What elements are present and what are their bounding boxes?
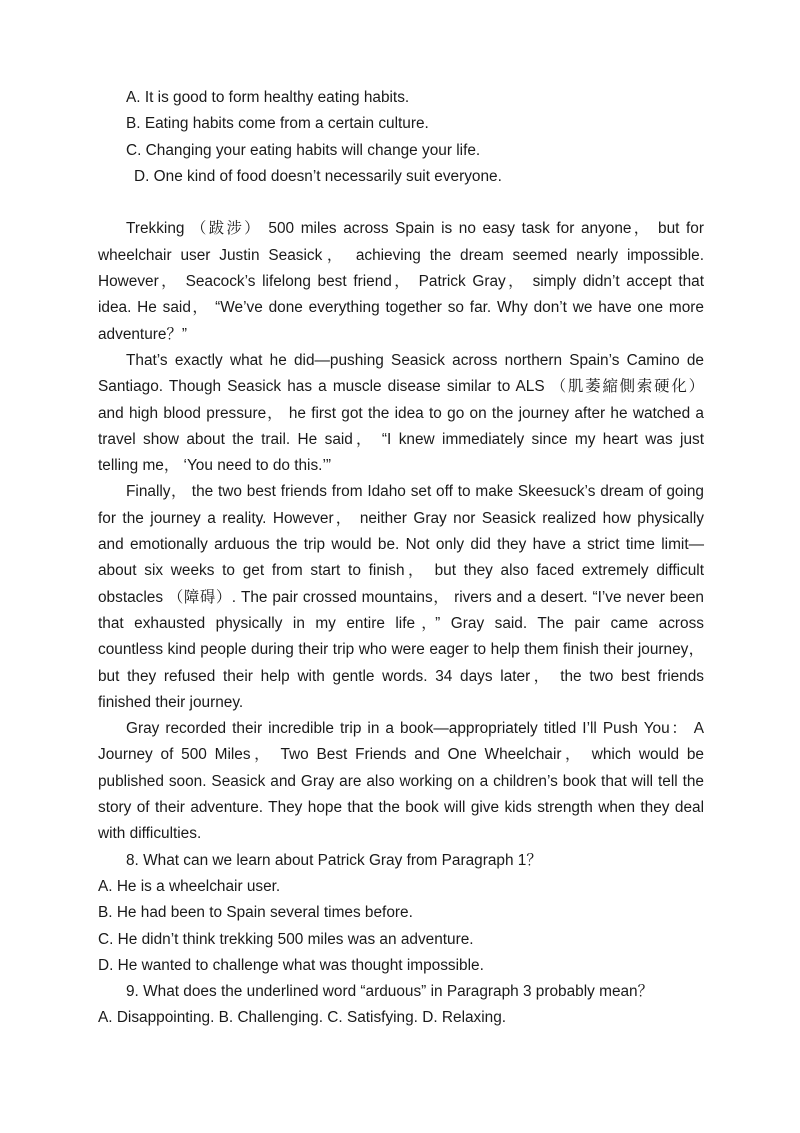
passage-line: telling me， ‘You need to do this.’” (98, 457, 331, 475)
passage-line: about six weeks to get from start to finish， but they also faced extremely difficult (98, 562, 704, 580)
passage-line: Gray recorded their incredible trip in a book—appropriately titled I’ll Push You： A (126, 720, 704, 738)
passage-line: Journey of 500 Miles， Two Best Friends and One Wheelchair， which would be (98, 746, 704, 764)
passage-line: finished their journey. (98, 693, 244, 711)
question-9-options: A. Disappointing. B. Challenging. C. Satisfying. D. Relaxing. (98, 1009, 507, 1027)
passage-line: but they refused their help with gentle words. 34 days later， the two best friends (98, 667, 704, 685)
passage-line: and emotionally arduous the trip would be. Not only did they have a strict time limit— (98, 536, 704, 554)
passage-line: countless kind people during their trip who were eager to help them finish their journey， (98, 641, 704, 659)
passage-line: adventure？” (98, 325, 187, 343)
prev-option-d: D. One kind of food doesn’t necessarily suit everyone. (134, 167, 502, 185)
passage-line: idea. He said， “We’ve done everything together so far. Why don’t we have one more (98, 299, 704, 317)
passage-line: for the journey a reality. However， neither Gray nor Seasick realized how physically (98, 509, 704, 527)
passage-line: published soon. Seasick and Gray are also working on a children’s book that will tell the (98, 772, 704, 790)
passage-line: Finally， the two best friends from Idaho set off to make Skeesuck’s dream of going (126, 483, 704, 501)
passage-line: story of their adventure. They hope that the book will give kids strength when they deal (98, 799, 704, 817)
prev-option-b: B. Eating habits come from a certain culture. (126, 115, 429, 133)
prev-option-c: C. Changing your eating habits will change your life. (126, 141, 481, 159)
question-8-option-a: A. He is a wheelchair user. (98, 877, 281, 895)
passage-line: wheelchair user Justin Seasick， achieving the dream seemed nearly impossible. (98, 246, 704, 264)
passage-line: and high blood pressure， he first got the idea to go on the journey after he watched a (98, 404, 704, 422)
question-8-option-b: B. He had been to Spain several times before. (98, 904, 413, 922)
question-8-option-c: C. He didn’t think trekking 500 miles was an adventure. (98, 930, 474, 948)
passage-line: with difficulties. (98, 825, 202, 843)
reading-passage (98, 216, 704, 847)
question-8-stem: 8. What can we learn about Patrick Gray from Paragraph 1？ (126, 851, 542, 869)
spacer (98, 190, 704, 216)
passage-line: travel show about the trail. He said， “I knew immediately since my heart was just (98, 430, 704, 448)
document-content (98, 85, 704, 1032)
passage-line: Trekking （跋涉） 500 miles across Spain is no easy task for anyone， but for (126, 220, 704, 238)
prev-option-a: A. It is good to form healthy eating habits. (126, 89, 410, 106)
passage-line: Santiago. Though Seasick has a muscle disease similar to ALS （肌萎縮側索硬化） (98, 378, 704, 396)
question-8-option-d: D. He wanted to challenge what was thought impossible. (98, 956, 484, 974)
passage-line: that exhausted physically in my entire life，” Gray said. The pair came across (98, 614, 704, 632)
passage-line: That’s exactly what he did—pushing Seasick across northern Spain’s Camino de (126, 351, 704, 369)
question-9-stem: 9. What does the underlined word “arduous” in Paragraph 3 probably mean？ (126, 983, 654, 1001)
passage-line: obstacles （障碍）. The pair crossed mountains， rivers and a desert. “I’ve never been (98, 588, 704, 606)
passage-line: However， Seacock’s lifelong best friend， Patrick Gray， simply didn’t accept that (98, 273, 704, 291)
